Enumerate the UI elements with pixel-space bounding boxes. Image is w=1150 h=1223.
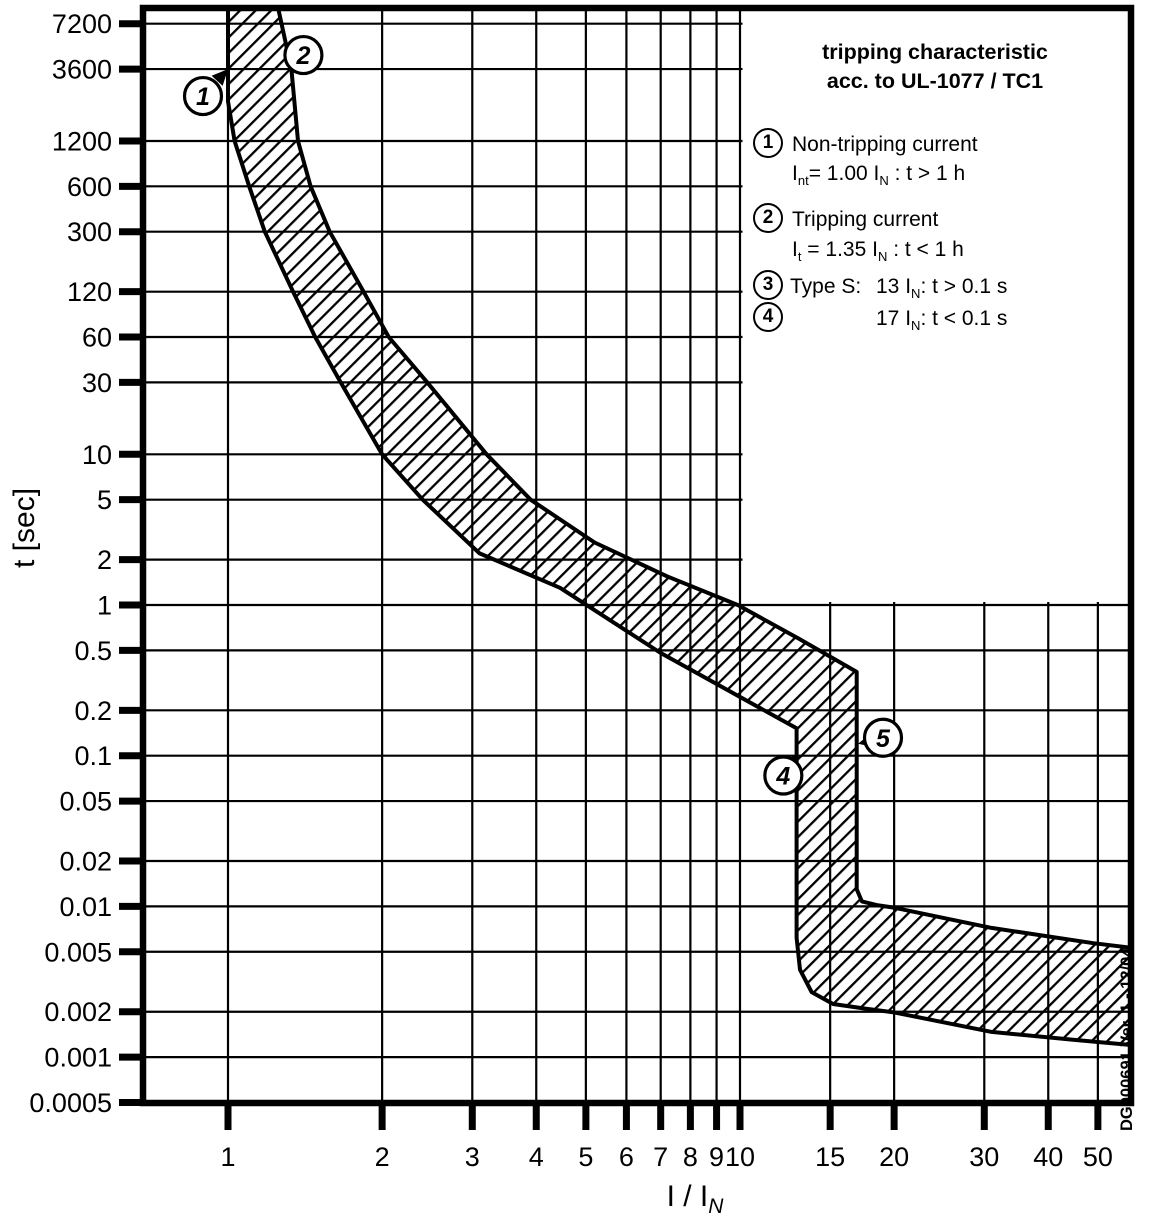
- marker-number: 5: [876, 724, 890, 753]
- y-tick-label: 5: [96, 485, 112, 516]
- x-tick-label: 7: [653, 1142, 669, 1172]
- y-tick-label: 0.2: [74, 695, 112, 726]
- y-tick-label: 7200: [51, 9, 112, 40]
- curve-marker-2: [285, 37, 322, 74]
- y-axis-title: t [sec]: [8, 487, 41, 568]
- legend-title-line1: tripping characteristic: [822, 40, 1048, 64]
- legend-title-line2: acc. to UL-1077 / TC1: [826, 69, 1044, 93]
- y-tick-label: 2: [96, 545, 112, 576]
- legend-marker-1: 1: [753, 128, 783, 158]
- x-tick-label: 15: [815, 1142, 846, 1172]
- y-tick-label: 0.5: [74, 635, 112, 666]
- x-tick-label: 10: [724, 1142, 756, 1172]
- curve-marker-4: [765, 753, 802, 795]
- curve-marker-5: [858, 719, 902, 756]
- legend-item-2-formula: $I_t = 1.35$ $I_N$ : t < 1 h: [792, 238, 964, 265]
- y-tick-label: 120: [66, 277, 112, 308]
- marker-number: 1: [196, 83, 210, 112]
- y-tick-label: 60: [81, 322, 112, 353]
- x-tick-label: 50: [1082, 1142, 1113, 1172]
- y-tick-label: 0.1: [74, 741, 112, 772]
- x-tick-label: 6: [618, 1142, 634, 1172]
- x-tick-label: 30: [969, 1142, 1000, 1172]
- y-tick-label: 0.001: [44, 1042, 112, 1073]
- legend-item-3-formula: 13 $I_N$: t > 0.1 s: [876, 275, 1008, 302]
- legend-title: [742, 38, 1128, 96]
- y-tick-label: 1200: [51, 126, 112, 157]
- y-tick-label: 0.002: [44, 997, 112, 1028]
- legend-marker-4: 4: [753, 302, 783, 332]
- x-tick-label: 1: [220, 1142, 236, 1172]
- marker-number: 4: [776, 762, 791, 791]
- y-tick-label: 0.02: [59, 846, 112, 877]
- y-tick-label: 30: [81, 367, 112, 398]
- x-tick-label: 9: [709, 1142, 725, 1172]
- y-tick-label: 1: [96, 590, 112, 621]
- y-tick-label: 300: [66, 217, 112, 248]
- y-tick-label: 0.05: [59, 786, 112, 817]
- legend-marker-3: 3: [753, 270, 783, 300]
- x-tick-label: 8: [682, 1142, 698, 1172]
- legend-box: [742, 12, 1128, 602]
- watermark-text: DG000691 Ver. 1 - 12/04: [1118, 947, 1136, 1131]
- y-tick-label: 3600: [51, 54, 112, 85]
- y-tick-label: 0.01: [59, 891, 112, 922]
- y-tick-label: 0.0005: [29, 1087, 112, 1118]
- x-tick-label: 2: [374, 1142, 390, 1172]
- legend-item-2-name: Tripping current: [792, 208, 939, 231]
- x-axis-title: I / $I_N$: [666, 1180, 724, 1218]
- x-tick-label: 3: [464, 1142, 480, 1172]
- y-tick-label: 10: [81, 439, 112, 470]
- legend-item-1-formula: $I_{nt}= 1.00$ $I_N$ : t > 1 h: [792, 162, 966, 189]
- x-tick-label: 40: [1033, 1142, 1064, 1172]
- x-tick-label: 5: [578, 1142, 594, 1172]
- x-tick-label: 4: [528, 1142, 544, 1172]
- x-tick-label: 20: [879, 1142, 910, 1172]
- curve-marker-1: [185, 69, 229, 115]
- legend-item-1-name: Non-tripping current: [792, 133, 978, 156]
- y-tick-label: 600: [66, 171, 112, 202]
- legend-marker-2: 2: [753, 203, 783, 233]
- marker-number: 2: [296, 42, 311, 71]
- y-tick-label: 0.005: [44, 937, 112, 968]
- legend-item-4-formula: 17 $I_N$: t < 0.1 s: [876, 307, 1008, 334]
- legend-item-3-name: Type S:: [790, 275, 862, 298]
